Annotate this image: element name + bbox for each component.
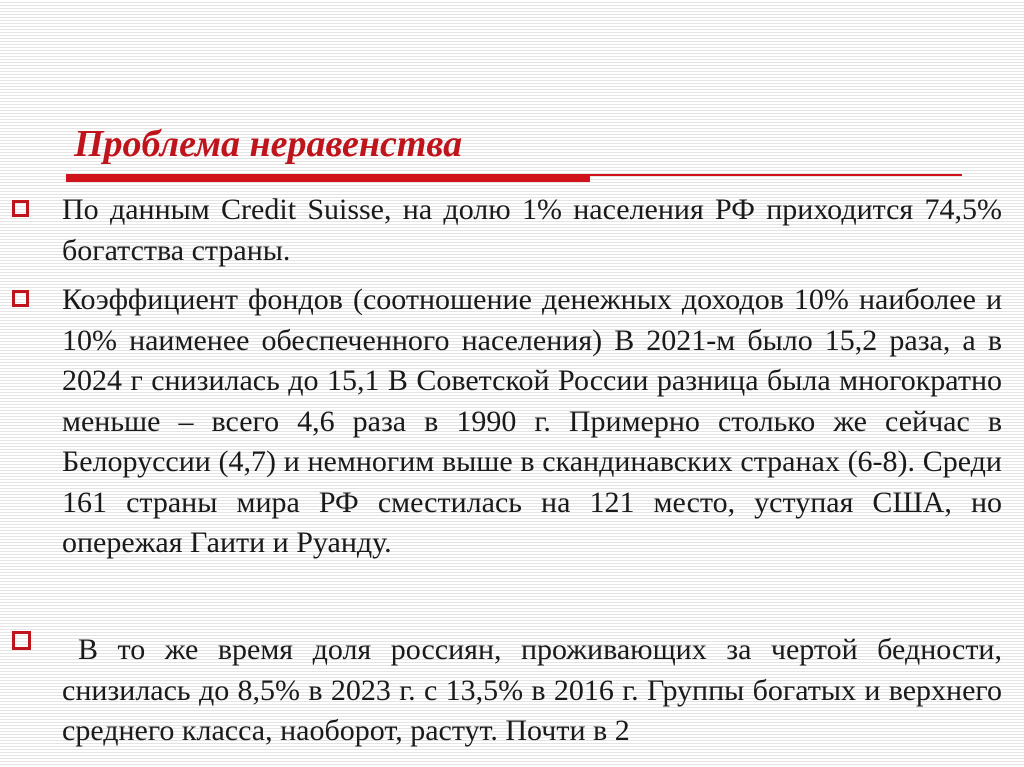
bullet-text-poverty-share: В то же время доля россиян, проживающих за чертой бедности, снизилась до 8,5% в 2023 г. с 13,5% в 2016 г. Группы богатых и верхнего среднего класса, наоборот, растут. Почти в 2 bbox=[62, 633, 1002, 747]
hollow-square-bullet-icon bbox=[12, 290, 29, 307]
title-underline-thin bbox=[590, 174, 962, 176]
title-underline-thick bbox=[66, 174, 590, 182]
slide-title: Проблема неравенства bbox=[74, 123, 463, 165]
bullet-text-credit-suisse: По данным Credit Suisse, на долю 1% населения РФ приходится 74,5% богатства страны. bbox=[62, 193, 1002, 267]
bullet-text-coefficient-funds: Коэффициент фондов (соотношение денежных доходов 10% наиболее и 10% наименее обеспеченного населения) В 2021-м было 15,2 раза, а в 2024 г снизилась до 15,1 В Советской России разница была многократно меньше – всего 4,6 раза в 1990 г. Примерно столько же сейчас в Белоруссии (4,7) и немногим выше в скандинавских странах (6-8). Среди 161 страны мира РФ сместилась на 121 место, уступая США, но опережая Гаити и Руанду. bbox=[62, 283, 1002, 559]
hollow-square-bullet-icon bbox=[12, 631, 31, 650]
hollow-square-bullet-icon bbox=[12, 200, 29, 217]
